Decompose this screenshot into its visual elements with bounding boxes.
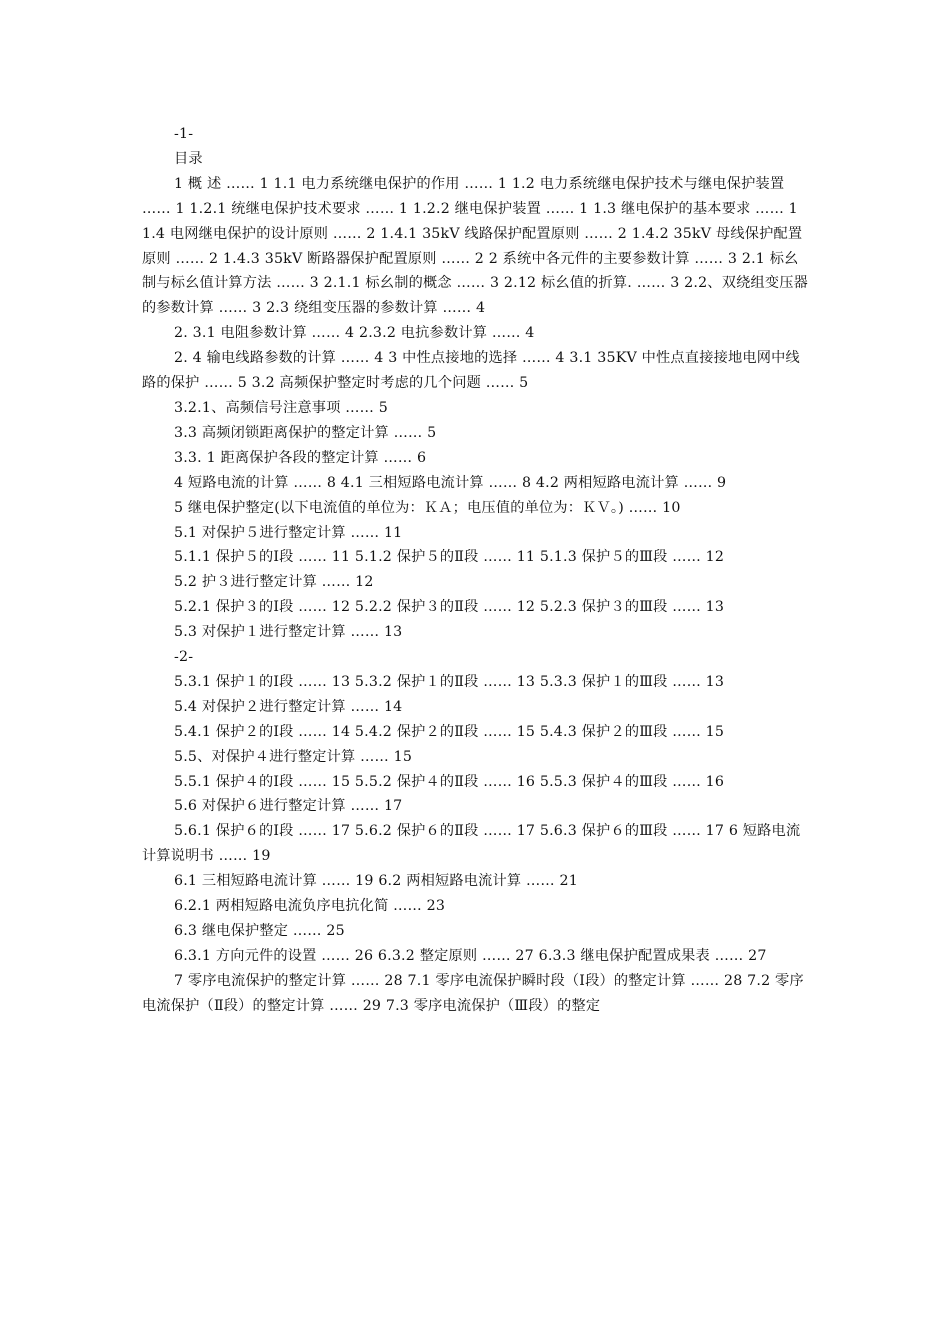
- toc-entry: 1 概 述 …… 1 1.1 电力系统继电保护的作用 …… 1 1.2 电力系统继电保护技术与继电保护装置 …… 1 1.2.1 统继电保护技术要求 …… 1 1.2.2 继电保护装置 …… 1 1.3 继电保护的基本要求 …… 1 1.4 电网继电保护的设计原则 …… 2 1.4.1 35kV 线路保护配置原则 …… 2 1.4.2 35kV 母线保护配置原则 …… 2 1.4.3 35kV 断路器保护配置原则 …… 2 2 系统中各元件的主要参数计算 …… 3 2.1 标幺制与标幺值计算方法 …… 3 2.1.1 标幺制的概念 …… 3 2.12 标幺值的折算. …… 3 2.2、双绕组变压器的参数计算 …… 3 2.3 绕组变压器的参数计算 …… 4: [142, 175, 809, 317]
- page-marker-1: -1-: [174, 126, 194, 142]
- toc-entry: 5.4 对保护２进行整定计算 …… 14: [174, 698, 403, 715]
- toc-entry: 6.1 三相短路电流计算 …… 19 6.2 两相短路电流计算 …… 21: [174, 873, 578, 890]
- toc-entry: 6.3.1 方向元件的设置 …… 26 6.3.2 整定原则 …… 27 6.3.3 继电保护配置成果表 …… 27: [174, 947, 767, 964]
- toc-title: 目录: [174, 150, 203, 167]
- toc-entry: 2. 3.1 电阻参数计算 …… 4 2.3.2 电抗参数计算 …… 4: [174, 325, 535, 342]
- toc-entry: 5.2 护３进行整定计算 …… 12: [174, 574, 374, 591]
- toc-entry: 3.3 高频闭锁距离保护的整定计算 …… 5: [174, 424, 437, 441]
- toc-entry: 3.3. 1 距离保护各段的整定计算 …… 6: [174, 449, 427, 466]
- toc-entry: 5.3 对保护１进行整定计算 …… 13: [174, 624, 403, 641]
- toc-entry: 5 继电保护整定(以下电流值的单位为：ＫＡ；电压值的单位为：ＫＶ。) …… 10: [174, 499, 681, 516]
- toc-entry: 5.5.1 保护４的Ⅰ段 …… 15 5.5.2 保护４的Ⅱ段 …… 16 5.5.3 保护４的Ⅲ段 …… 16: [174, 773, 725, 790]
- toc-entry: 4 短路电流的计算 …… 8 4.1 三相短路电流计算 …… 8 4.2 两相短路电流计算 …… 9: [174, 474, 727, 491]
- document-page: [142, 122, 812, 1019]
- toc-entry: 5.3.1 保护１的Ⅰ段 …… 13 5.3.2 保护１的Ⅱ段 …… 13 5.3.3 保护１的Ⅲ段 …… 13: [174, 673, 725, 690]
- toc-entry: 5.1 对保护５进行整定计算 …… 11: [174, 524, 403, 541]
- toc-entry: 6.2.1 两相短路电流负序电抗化简 …… 23: [174, 898, 446, 915]
- toc-entry: 5.6.1 保护６的Ⅰ段 …… 17 5.6.2 保护６的Ⅱ段 …… 17 5.6.3 保护６的Ⅲ段 …… 17 6 短路电流计算说明书 …… 19: [142, 823, 801, 865]
- toc-entry: 5.2.1 保护３的Ⅰ段 …… 12 5.2.2 保护３的Ⅱ段 …… 12 5.2.3 保护３的Ⅲ段 …… 13: [174, 599, 725, 616]
- toc-entry: 5.1.1 保护５的Ⅰ段 …… 11 5.1.2 保护５的Ⅱ段 …… 11 5.1.3 保护５的Ⅲ段 …… 12: [174, 549, 725, 566]
- toc-entry: 6.3 继电保护整定 …… 25: [174, 923, 345, 939]
- toc-entry: 5.5、对保护４进行整定计算 …… 15: [174, 748, 413, 765]
- page-marker-2: -2-: [174, 649, 194, 666]
- toc-entry: 7 零序电流保护的整定计算 …… 28 7.1 零序电流保护瞬时段（Ⅰ段）的整定计算 …… 28 7.2 零序电流保护（Ⅱ段）的整定计算 …… 29 7.3 零序电流保护（Ⅲ段）的整定: [142, 972, 804, 1014]
- toc-entry: 3.2.1、高频信号注意事项 …… 5: [174, 399, 389, 416]
- toc-entry: 5.4.1 保护２的Ⅰ段 …… 14 5.4.2 保护２的Ⅱ段 …… 15 5.4.3 保护２的Ⅲ段 …… 15: [174, 723, 725, 740]
- toc-entry: 5.6 对保护６进行整定计算 …… 17: [174, 798, 403, 815]
- toc-entry: 2. 4 输电线路参数的计算 …… 4 3 中性点接地的选择 …… 4 3.1 35KV 中性点直接接地电网中线路的保护 …… 5 3.2 高频保护整定时考虑的几个问题 …… 5: [142, 350, 800, 392]
